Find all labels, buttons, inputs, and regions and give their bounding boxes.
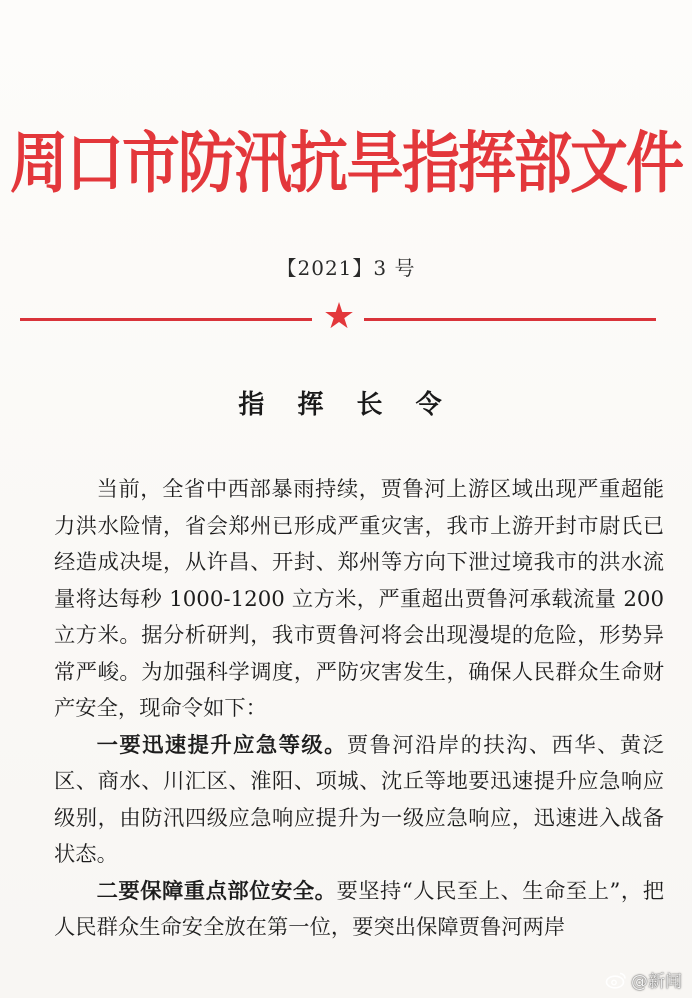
paragraph-intro: 当前，全省中西部暴雨持续，贾鲁河上游区域出现严重超能力洪水险情，省会郑州已形成严重灾害，我市上游开封市尉氏已经造成决堤，从许昌、开封、郑州等方向下泄过境我市的洪水流量将达每秒 1000-1200 立方米，严重超出贾鲁河承载流量 200 立方米。据分析研判，我市贾鲁河将会出现漫堤的危险，形势异常严峻。为加强科学调度，严防灾害发生，确保人民群众生命财产安全，现命令如下： [54,477,664,721]
paragraph-item-1 [54,728,664,874]
paragraph-item-2 [54,874,664,947]
document-body [54,472,664,947]
divider-line-right [364,318,656,321]
item-1-heading: 一要迅速提升应急等级。 [96,732,347,758]
item-2-heading: 二要保障重点部位安全。 [96,878,337,904]
item-1-text: 贾鲁河沿岸的扶沟、西华、黄泛区、商水、川汇区、淮阳、项城、沈丘等地要迅速提升应急响应级别，由防汛四级应急响应提升为一级应急响应，迅速进入战备状态。 [54,732,664,867]
watermark-text: @新闻 [631,972,682,992]
document-number: 【2021】3 号 [276,256,416,280]
watermark [605,967,682,992]
item-2-text: 要坚持“人民至上、生命至上”，把人民群众生命安全放在第一位，要突出保障贾鲁河两岸 [54,878,664,940]
weibo-icon [605,971,627,989]
issuer-header: 周口市防汛抗旱指挥部文件 [9,123,682,203]
divider-line-left [20,318,312,321]
red-divider [20,296,656,337]
order-title: 指 挥 长 令 [238,390,454,420]
star-icon: ★ [322,296,356,337]
